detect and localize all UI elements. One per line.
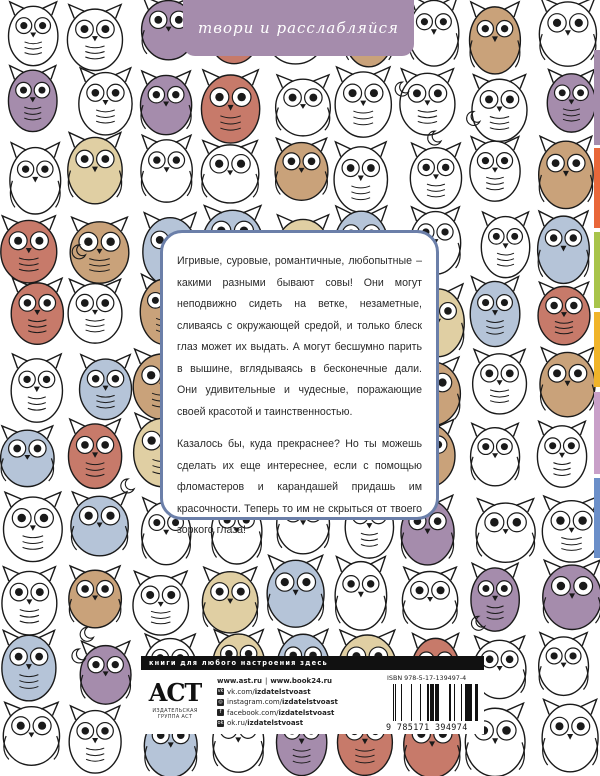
owl-doodle bbox=[473, 349, 527, 414]
website-row bbox=[217, 676, 338, 687]
ok-icon: ok bbox=[217, 719, 224, 726]
owl-doodle bbox=[80, 641, 131, 704]
instagram-icon: ◎ bbox=[218, 698, 223, 705]
owl-doodle bbox=[70, 217, 129, 283]
slogan-text: книги для любого настроения здесь bbox=[149, 659, 328, 667]
owl-doodle bbox=[410, 143, 461, 208]
owl-doodle bbox=[201, 141, 258, 203]
edge-tab-green bbox=[594, 232, 600, 308]
owl-doodle bbox=[2, 567, 57, 635]
barcode-bar bbox=[428, 684, 429, 721]
barcode-bar bbox=[449, 684, 451, 721]
owl-doodle bbox=[3, 702, 59, 765]
barcode-bar bbox=[420, 684, 421, 721]
owl-doodle bbox=[547, 69, 595, 132]
barcode-bar bbox=[476, 684, 478, 721]
owl-doodle bbox=[79, 68, 132, 135]
owl-doodle bbox=[4, 492, 63, 561]
social-link-instagram[interactable] bbox=[217, 697, 338, 708]
owl-doodle bbox=[9, 2, 58, 66]
owl-doodle bbox=[539, 633, 589, 696]
owl-doodle bbox=[8, 66, 57, 132]
owl-doodle bbox=[539, 136, 593, 208]
owl-doodle bbox=[402, 567, 457, 629]
social-link-handle: izdatelstvoast bbox=[247, 719, 304, 727]
owl-doodle bbox=[71, 492, 128, 556]
owl-doodle bbox=[335, 67, 391, 137]
series-tab-label: твори и расслабляйся bbox=[198, 19, 399, 37]
barcode-bar bbox=[411, 684, 412, 721]
social-link-vk[interactable] bbox=[217, 687, 338, 698]
owl-doodle bbox=[542, 496, 600, 562]
owl-doodle bbox=[10, 143, 61, 214]
social-link-handle: izdatelstvoast bbox=[282, 698, 338, 706]
owl-doodle bbox=[133, 571, 188, 635]
owl-doodle bbox=[470, 137, 520, 202]
owl-doodle bbox=[201, 70, 259, 143]
facebook-icon: f bbox=[217, 709, 224, 716]
publisher-logo-mark: ACT bbox=[148, 678, 202, 707]
owl-doodle bbox=[334, 142, 387, 212]
vk-icon: vk bbox=[217, 688, 224, 695]
description-panel bbox=[160, 230, 439, 536]
owl-doodle bbox=[275, 138, 328, 200]
owl-doodle bbox=[67, 5, 122, 71]
owl-doodle bbox=[472, 75, 527, 142]
owl-doodle bbox=[537, 421, 586, 487]
owl-doodle bbox=[470, 2, 521, 74]
barcode-bar bbox=[469, 684, 471, 721]
owl-doodle bbox=[202, 567, 258, 633]
barcode-bar bbox=[475, 684, 476, 721]
owl-doodle bbox=[335, 556, 387, 630]
owl-doodle bbox=[543, 560, 600, 629]
publisher-name: ИЗДАТЕЛЬСКАЯ ГРУППА АСТ bbox=[152, 708, 198, 720]
description-paragraph-1: Игривые, суровые, романтичные, любопытные – какими разными бывают совы! Они могут неподвижно сидеть на ветке, незаметные, сливаясь с окружающей средой, и только блеск глаз может их выдать. А могут бесшумно парить в вышине, вглядываясь в бесконечные дали. Они удивительные и чудесные, поражающие своей красотой и таинственностью. bbox=[177, 255, 422, 418]
owl-doodle bbox=[400, 69, 455, 135]
social-link-text: vk.com/ bbox=[227, 687, 255, 696]
social-link-text: instagram.com/ bbox=[227, 698, 283, 706]
edge-tab-purple bbox=[594, 50, 600, 145]
social-link-facebook[interactable] bbox=[217, 708, 338, 719]
owl-doodle bbox=[542, 699, 598, 772]
owl-doodle bbox=[141, 135, 192, 202]
barcode-bar bbox=[461, 684, 462, 721]
owl-doodle bbox=[140, 71, 191, 135]
website-ast-link[interactable]: www.ast.ru bbox=[217, 677, 262, 685]
owl-doodle bbox=[68, 132, 122, 203]
owl-doodle bbox=[481, 212, 529, 278]
publisher-logo bbox=[142, 678, 208, 720]
owl-doodle bbox=[69, 566, 122, 628]
description-paragraph-2: Казалось бы, куда прекраснее? Но ты можешь сделать их еще интереснее, если с помощью фломастеров и карандашей придашь им красочности. Теперь то им не скрыться от твоего зоркого глаза! bbox=[177, 438, 422, 536]
barcode-bar bbox=[435, 684, 437, 721]
barcode-bar bbox=[401, 684, 402, 721]
owl-doodle bbox=[540, 348, 595, 417]
barcode-bar bbox=[430, 684, 432, 721]
barcode-bar bbox=[427, 684, 428, 721]
owl-doodle bbox=[538, 282, 590, 345]
owl-doodle bbox=[476, 499, 535, 563]
owl-doodle bbox=[11, 278, 63, 344]
barcode-number: 9 785171 394974 bbox=[386, 722, 468, 732]
website-book24-link[interactable]: www.book24.ru bbox=[270, 677, 333, 685]
owl-doodle bbox=[471, 423, 520, 486]
social-link-text: facebook.com/ bbox=[227, 708, 279, 717]
social-link-handle: izdatelstvoast bbox=[254, 687, 311, 696]
barcode-bar bbox=[432, 684, 434, 721]
owl-doodle bbox=[538, 211, 590, 283]
edge-tab-yellow bbox=[594, 312, 600, 387]
slogan-strip bbox=[141, 656, 484, 670]
edge-tab-blue bbox=[594, 478, 600, 558]
barcode-bar bbox=[467, 684, 469, 721]
owl-doodle bbox=[267, 555, 324, 627]
owl-doodle bbox=[276, 75, 331, 136]
website-separator: | bbox=[264, 677, 268, 685]
owl-doodle bbox=[539, 0, 596, 66]
owl-doodle bbox=[68, 419, 121, 488]
owl-doodle bbox=[470, 277, 520, 347]
owl-doodle bbox=[2, 630, 56, 700]
barcode bbox=[387, 684, 482, 721]
owl-doodle bbox=[1, 426, 55, 487]
publisher-links bbox=[217, 676, 338, 729]
edge-tab-pink bbox=[594, 392, 600, 474]
barcode-bar bbox=[454, 684, 455, 721]
owl-doodle bbox=[69, 706, 121, 773]
barcode-bar bbox=[393, 684, 394, 721]
owl-doodle bbox=[471, 563, 519, 631]
owl-doodle bbox=[409, 0, 459, 66]
isbn-label: ISBN 978-5-17-139497-4 bbox=[387, 674, 467, 682]
barcode-bar bbox=[395, 684, 396, 721]
edge-tab-orange bbox=[594, 148, 600, 228]
barcode-bar bbox=[465, 684, 467, 721]
owl-doodle bbox=[1, 216, 57, 283]
moon-doodle bbox=[121, 479, 134, 493]
owl-doodle bbox=[68, 279, 122, 343]
social-link-handle: izdatelstvoast bbox=[278, 708, 335, 717]
moon-doodle bbox=[72, 649, 85, 663]
owl-doodle bbox=[11, 354, 62, 422]
social-link-ok[interactable] bbox=[217, 718, 338, 729]
social-link-text: ok.ru/ bbox=[227, 719, 248, 727]
owl-doodle bbox=[80, 355, 132, 420]
moon-doodle bbox=[80, 627, 93, 641]
series-tab bbox=[183, 0, 414, 56]
barcode-bar bbox=[437, 684, 439, 721]
barcode-bar bbox=[471, 684, 472, 721]
